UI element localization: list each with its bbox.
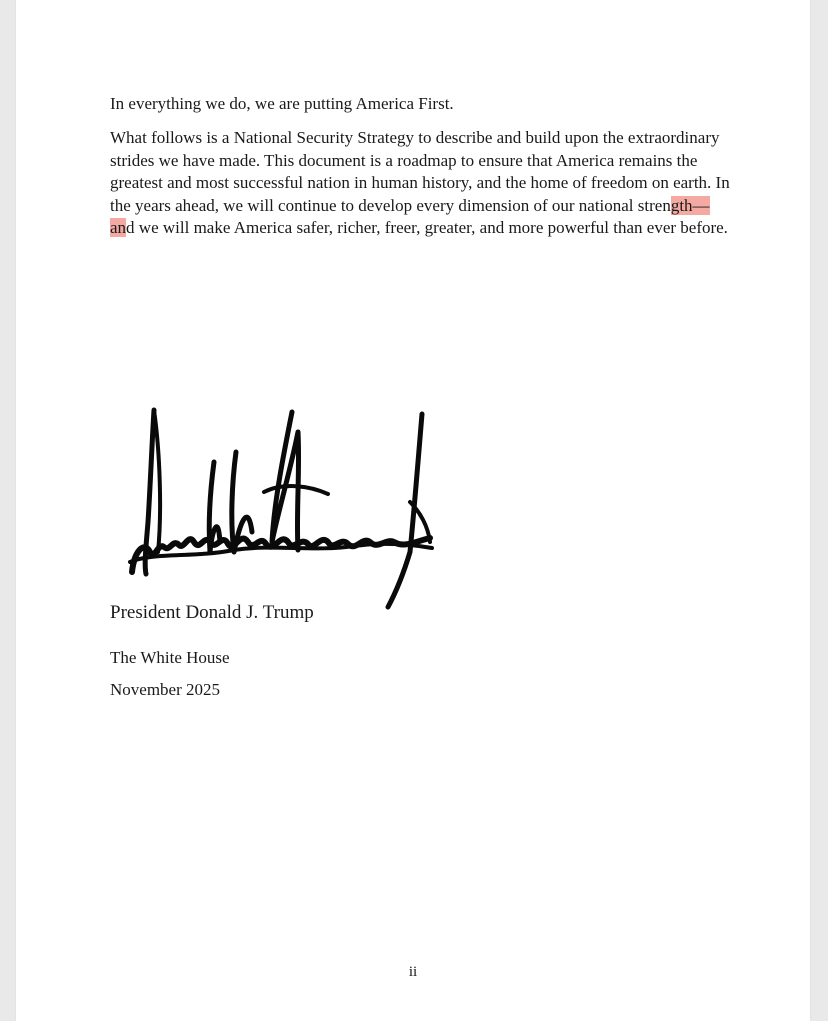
intro-line: In everything we do, we are putting America First.: [110, 94, 454, 113]
paragraph-text-end: d we will make America safer, richer, freer, greater, and more powerful than ever before.: [126, 218, 728, 237]
signature-image: [114, 402, 434, 617]
strategy-paragraph: [110, 127, 730, 240]
signatory-place: The White House: [110, 648, 230, 667]
page-number: ii: [408, 964, 418, 980]
document-date: November 2025: [110, 680, 221, 699]
document-page: [16, 0, 810, 1021]
paragraph-text-start: What follows is a National Security Strategy to describe and build upon the extraordinary strides we have made. This document is a roadmap to ensure that America remains the greatest and most successful nation in human history, and the home of freedom on earth. In the years ahead, we will continue to develop every dimension of our national stren: [110, 128, 730, 215]
signatory-name: President Donald J. Trump: [110, 602, 314, 623]
highlighted-text: gth—an: [110, 195, 710, 237]
